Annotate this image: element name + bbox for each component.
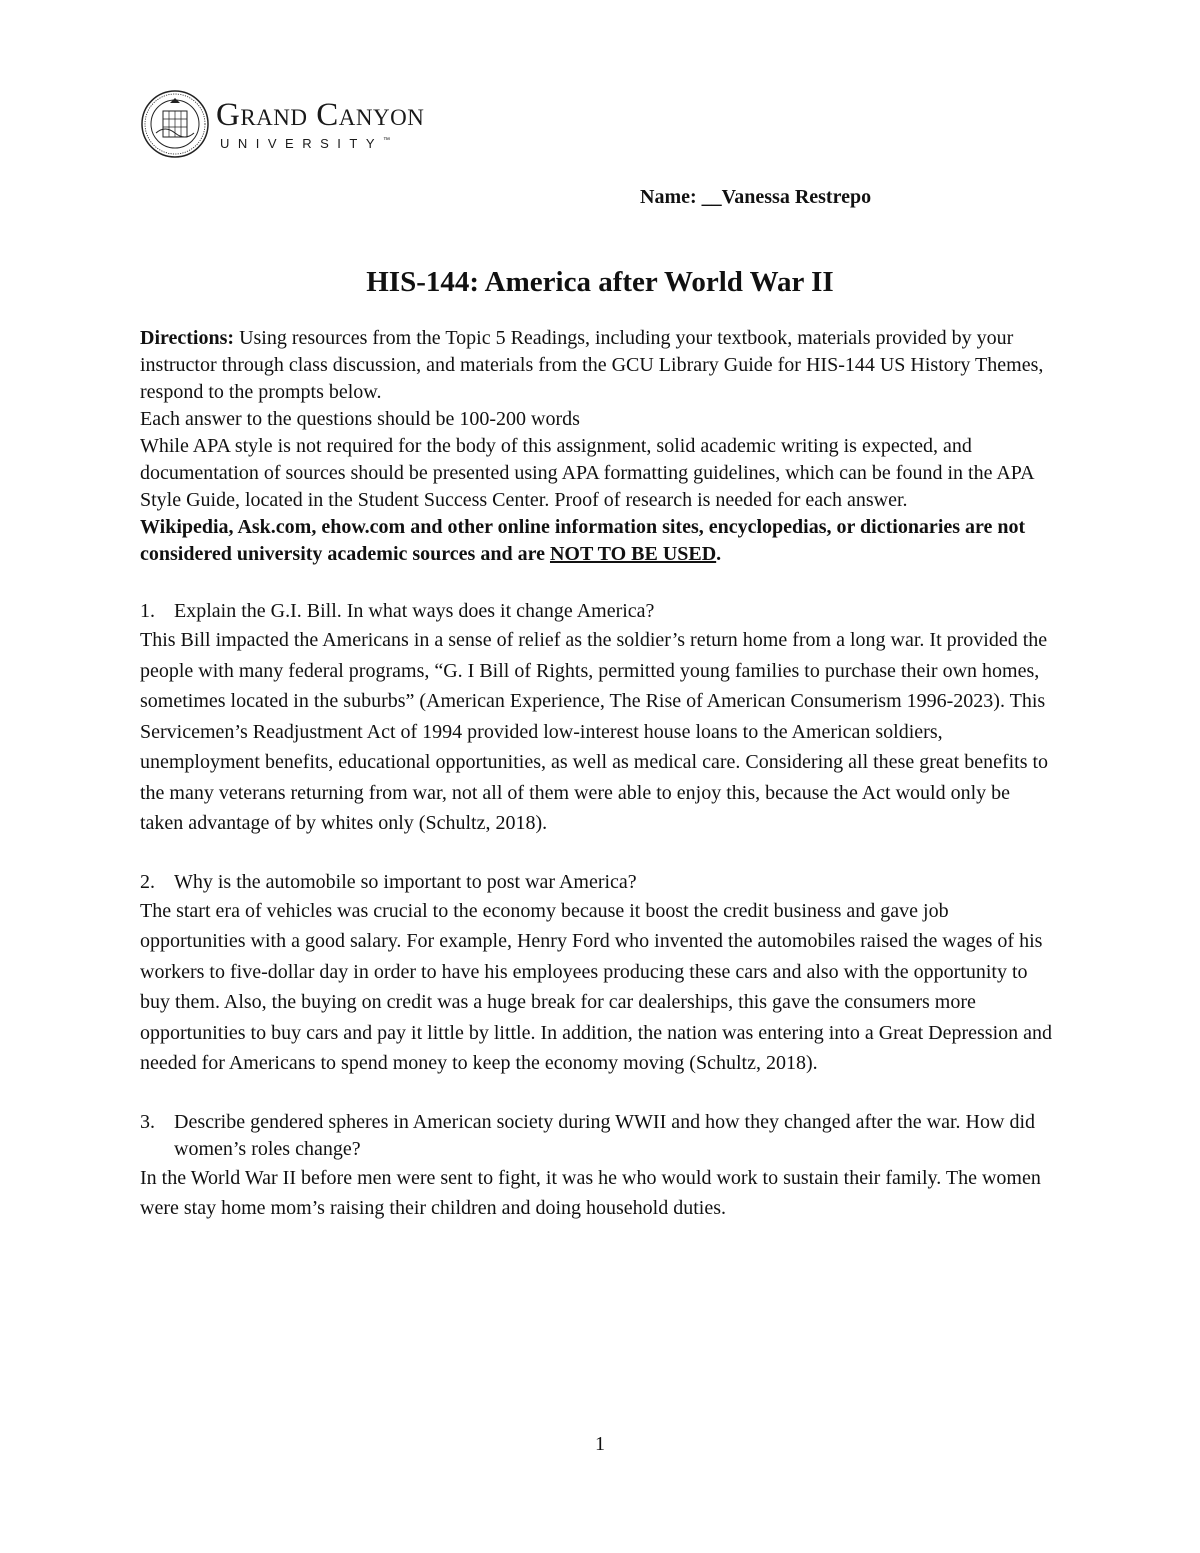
directions-paragraph [140, 325, 1060, 406]
answer-1: This Bill impacted the Americans in a sense of relief as the soldier’s return home from a long war. It provided the people with many federal programs, “G. I Bill of Rights, permitted young families to purchase their own homes, sometimes located in the suburbs” (American Experience, The Rise of American Consumerism 1996-2023). This Servicemen’s Readjustment Act of 1994 provided low-interest house loans to the American soldiers, unemployment benefits, educational opportunities, as well as medical care. Considering all these great benefits to the many veterans returning from war, not all of them were able to enjoy this, because the Act would only be taken advantage of by whites only (Schultz, 2018). [140, 629, 1049, 834]
apa-instruction: While APA style is not required for the body of this assignment, solid academic writing is expected, and documentation of sources should be presented using APA formatting guidelines, which can be found in the APA Style Guide, located in the Student Success Center. Proof of research is needed for each answer. [140, 435, 1034, 511]
not-to-be-used: NOT TO BE USED [549, 543, 717, 565]
directions-text: Using resources from the Topic 5 Readings, including your textbook, materials provided by your instructor through class discussion, and materials from the GCU Library Guide for HIS-144 US History Themes, respond to the prompts below. [140, 327, 1044, 403]
sources-warning: Wikipedia, Ask.com, ehow.com and other online information sites, encyclopedias, or dictionaries are not considered university academic sources and are NOT TO BE USED. [140, 516, 1026, 565]
page-number: 1 [595, 1433, 605, 1455]
university-seal-icon [140, 89, 210, 159]
answer-3: In the World War II before men were sent to fight, it was he who would work to sustain their family. The women were stay home mom’s raising their children and doing household duties. [140, 1166, 1041, 1219]
word-count-instruction: Each answer to the questions should be 100-200 words [140, 408, 580, 430]
page-title: HIS-144: America after World War II [366, 266, 834, 298]
logo-main-text: Grand Canyon [216, 96, 425, 133]
name-value: __Vanessa Restrepo [701, 186, 872, 208]
question-prompt: Describe gendered spheres in American society during WWII and how they changed after the war. How did women’s roles change? [174, 1110, 1035, 1160]
question-number: 1. [140, 600, 155, 622]
trademark-symbol: ™ [383, 136, 391, 144]
directions-label: Directions: [140, 327, 235, 349]
name-label: Name: [640, 186, 697, 208]
logo-sub-text: UNIVERSITY™ [220, 135, 391, 151]
question-2 [140, 869, 1060, 896]
question-number: 2. [140, 870, 155, 893]
document-body [140, 325, 1060, 1224]
question-3 [140, 1109, 1060, 1163]
question-number: 3. [140, 1110, 155, 1133]
question-prompt: Why is the automobile so important to post war America? [174, 870, 637, 893]
student-name-line [640, 186, 871, 209]
question-prompt: Explain the G.I. Bill. In what ways does it change America? [174, 600, 655, 622]
university-logo [140, 88, 424, 160]
logo-wordmark [216, 96, 425, 151]
answer-2: The start era of vehicles was crucial to the economy because it boost the credit business and gave job opportunities with a good salary. For example, Henry Ford who invented the automobiles raised the wages of his workers to five-dollar day in order to have his employees producing these cars and also with the opportunity to buy them. Also, the buying on credit was a huge break for car dealerships, this gave the consumers more opportunities to buy cars and pay it little by little. In addition, the nation was entering into a Great Depression and needed for Americans to spend money to keep the economy moving (Schultz, 2018). [140, 899, 1053, 1074]
question-1 [140, 598, 1060, 625]
